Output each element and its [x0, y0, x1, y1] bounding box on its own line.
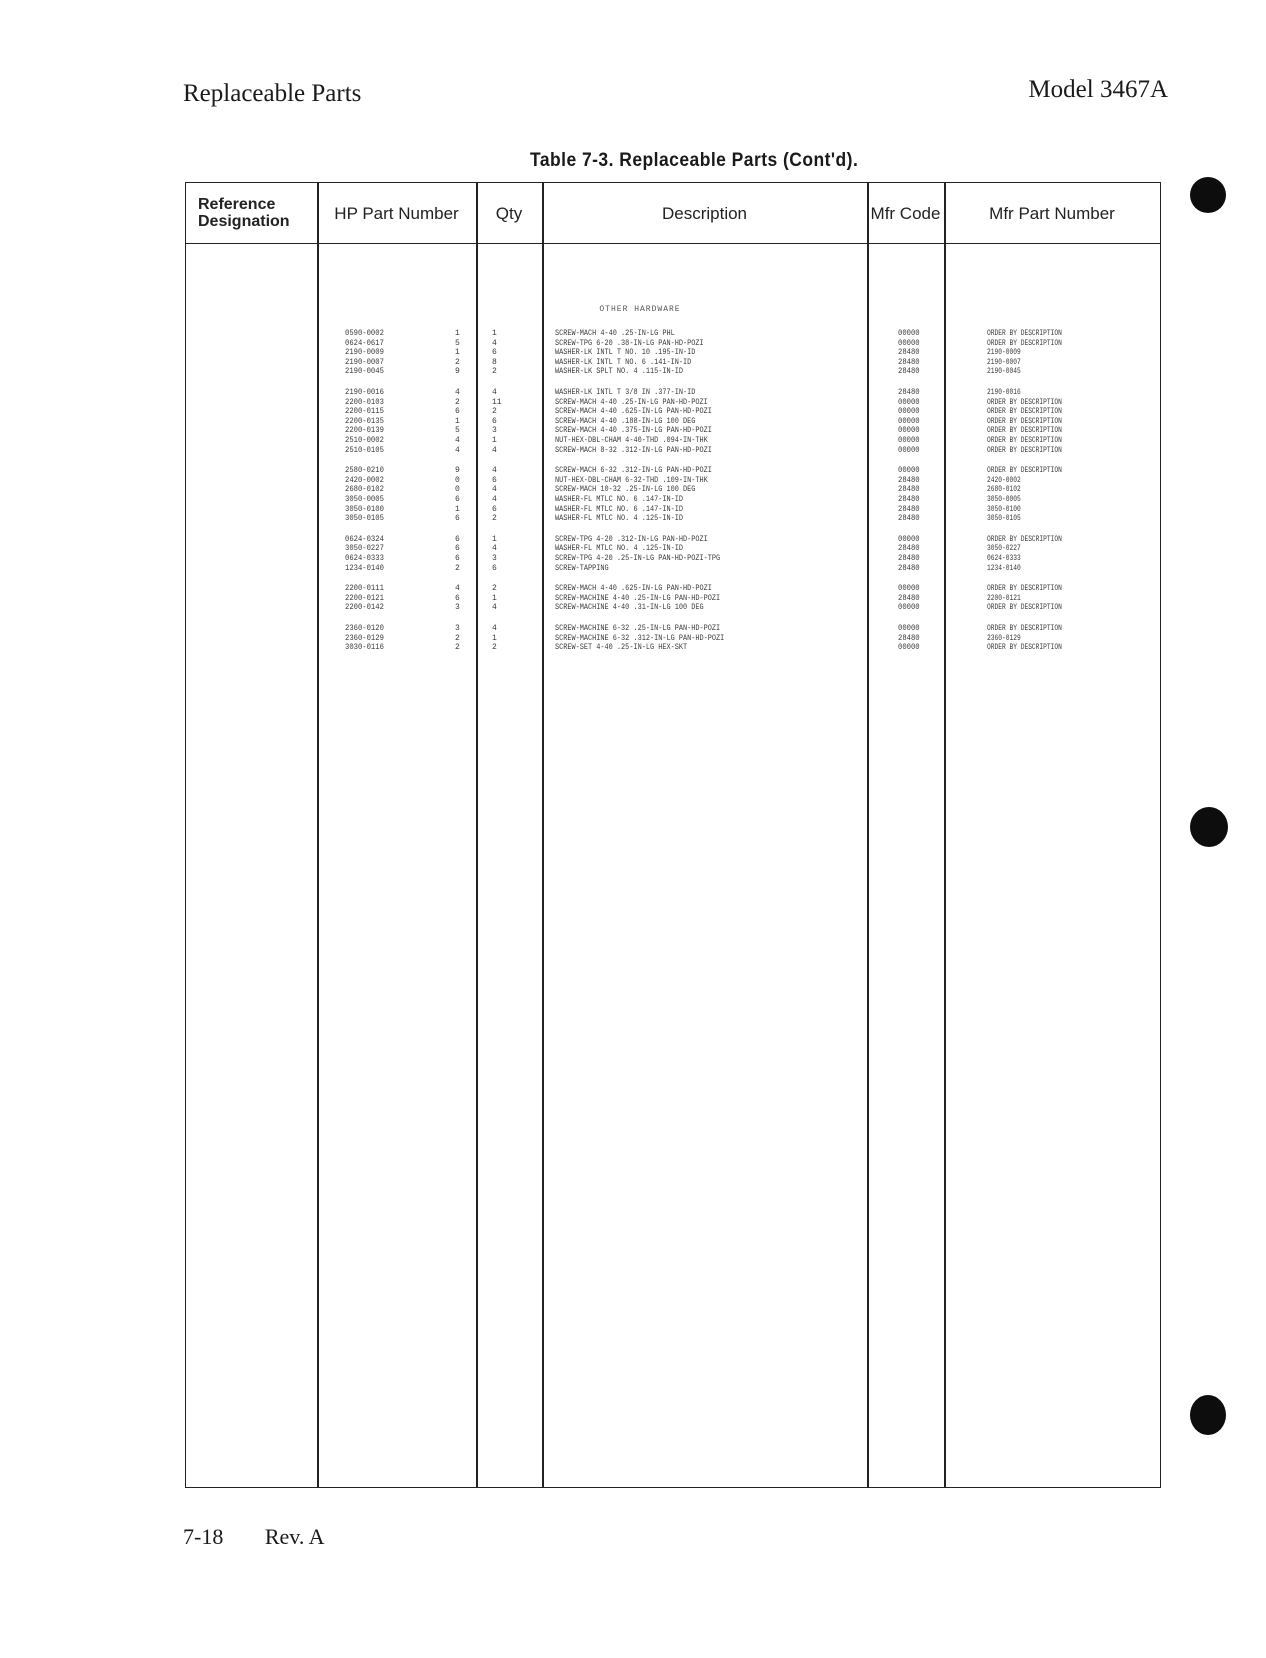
description-cell: SCREW-MACH 4-40 .625-IN-LG PAN-HD-POZI	[555, 407, 712, 417]
mfr-part-number-cell: ORDER BY DESCRIPTION	[987, 407, 1062, 417]
mfr-code-cell: 00000	[898, 603, 920, 613]
description-cell: WASHER-FL MTLC NO. 4 .125-IN-ID	[555, 514, 683, 524]
description-cell: SCREW-MACHINE 4-40 .31-IN-LG 100 DEG	[555, 603, 704, 613]
mfr-code-cell: 28480	[898, 388, 920, 397]
part-number-cell: 0624-0324	[345, 534, 384, 544]
mfr-code-cell: 00000	[898, 466, 920, 476]
description-cell: SCREW-MACH 6-32 .312-IN-LG PAN-HD-POZI	[555, 466, 712, 476]
mfr-code-cell: 28480	[898, 475, 920, 485]
part-number-cell: 2200-0111	[345, 584, 384, 594]
part-number-cell: 2360-0129	[345, 633, 384, 643]
part-number-cell: 1234-0140	[345, 563, 384, 573]
mfr-part-number-cell: ORDER BY DESCRIPTION	[987, 329, 1062, 338]
mfr-part-number-cell: ORDER BY DESCRIPTION	[987, 466, 1062, 476]
mfr-code-cell: 00000	[898, 436, 920, 445]
mfr-code-cell: 00000	[898, 445, 920, 455]
part-number-cell: 2200-0139	[345, 426, 384, 436]
mfr-part-number-cell: 3050-0005	[987, 495, 1021, 504]
header-qty: Qty	[495, 203, 523, 223]
binder-hole-icon	[1190, 807, 1228, 847]
check-digit-cell: 2	[455, 643, 460, 653]
check-digit-cell: 1	[455, 329, 460, 338]
description-cell: NUT-HEX-DBL-CHAM 4-40-THD .094-IN-THK	[555, 436, 708, 445]
mfr-code-cell: 00000	[898, 584, 920, 594]
mfr-code-cell: 28480	[898, 593, 920, 603]
mfr-part-number-cell: ORDER BY DESCRIPTION	[987, 338, 1062, 348]
check-digit-cell: 6	[455, 544, 460, 554]
qty-cell: 2	[492, 643, 497, 653]
column-divider	[476, 183, 478, 1487]
mfr-part-number-cell: ORDER BY DESCRIPTION	[987, 584, 1062, 594]
mfr-part-number-cell: 2190-0045	[987, 367, 1021, 377]
mfr-code-cell: 28480	[898, 554, 920, 563]
qty-cell: 2	[492, 367, 497, 377]
page-header-right: Model 3467A	[1028, 76, 1168, 103]
mfr-code-cell: 00000	[898, 416, 920, 426]
mfr-code-cell: 28480	[898, 485, 920, 495]
check-digit-cell: 0	[455, 475, 460, 485]
description-cell: SCREW-MACH 4-40 .375-IN-LG PAN-HD-POZI	[555, 426, 712, 436]
description-cell: SCREW-MACH 10-32 .25-IN-LG 100 DEG	[555, 485, 696, 495]
qty-cell: 1	[492, 593, 497, 603]
check-digit-cell: 9	[455, 367, 460, 377]
part-number-cell: 2680-0102	[345, 485, 384, 495]
parts-table	[185, 182, 1161, 1488]
mfr-code-cell: 28480	[898, 348, 920, 358]
part-number-cell: 0590-0002	[345, 329, 384, 338]
qty-cell: 1	[492, 329, 497, 338]
qty-cell: 6	[492, 348, 497, 358]
description-cell: WASHER-LK INTL T NO. 6 .141-IN-ID	[555, 357, 692, 367]
part-number-cell: 0624-0617	[345, 338, 384, 348]
check-digit-cell: 4	[455, 445, 460, 455]
section-title: OTHER HARDWARE	[599, 305, 681, 314]
description-cell: SCREW-TPG 4-20 .25-IN-LG PAN-HD-POZI-TPG	[555, 554, 721, 563]
header-reference-designation: Reference Designation	[198, 196, 290, 230]
mfr-part-number-cell: 2190-0009	[987, 348, 1021, 358]
part-number-cell: 2510-0105	[345, 445, 384, 455]
mfr-code-cell: 00000	[898, 407, 920, 417]
description-cell: WASHER-LK SPLT NO. 4 .115-IN-ID	[555, 367, 683, 377]
revision: Rev. A	[264, 1524, 325, 1549]
check-digit-cell: 0	[455, 485, 460, 495]
check-digit-cell: 6	[455, 593, 460, 603]
check-digit-cell: 2	[455, 633, 460, 643]
mfr-part-number-cell: ORDER BY DESCRIPTION	[987, 603, 1062, 613]
part-number-cell: 2360-0120	[345, 624, 384, 633]
check-digit-cell: 6	[455, 534, 460, 544]
part-number-cell: 2190-0016	[345, 388, 384, 397]
check-digit-cell: 5	[455, 338, 460, 348]
part-number-cell: 2200-0135	[345, 416, 384, 426]
part-number-cell: 0624-0333	[345, 554, 384, 563]
mfr-code-cell: 00000	[898, 643, 920, 653]
part-number-cell: 2190-0045	[345, 367, 384, 377]
check-digit-cell: 1	[455, 348, 460, 358]
header-mfr-part-number: Mfr Part Number	[989, 203, 1115, 223]
mfr-part-number-cell: ORDER BY DESCRIPTION	[987, 397, 1062, 407]
mfr-part-number-cell: 3050-0227	[987, 544, 1021, 554]
mfr-code-cell: 00000	[898, 397, 920, 407]
part-number-cell: 2190-0007	[345, 357, 384, 367]
mfr-code-cell: 28480	[898, 514, 920, 524]
description-cell: SCREW-MACHINE 4-40 .25-IN-LG PAN-HD-POZI	[555, 593, 721, 603]
check-digit-cell: 3	[455, 603, 460, 613]
binder-hole-icon	[1190, 177, 1226, 213]
mfr-part-number-cell: 1234-0140	[987, 563, 1021, 573]
qty-cell: 4	[492, 603, 497, 613]
qty-cell: 3	[492, 426, 497, 436]
qty-cell: 6	[492, 504, 497, 514]
check-digit-cell: 1	[455, 504, 460, 514]
mfr-code-cell: 28480	[898, 367, 920, 377]
description-cell: SCREW-SET 4-40 .25-IN-LG HEX-SKT	[555, 643, 688, 653]
mfr-code-cell: 00000	[898, 426, 920, 436]
mfr-code-cell: 28480	[898, 544, 920, 554]
qty-cell: 4	[492, 388, 497, 397]
page-number: 7-18	[183, 1524, 224, 1549]
qty-cell: 8	[492, 357, 497, 367]
mfr-part-number-cell: 2190-0016	[987, 388, 1021, 397]
check-digit-cell: 6	[455, 554, 460, 563]
mfr-part-number-cell: ORDER BY DESCRIPTION	[987, 643, 1062, 653]
header-description: Description	[661, 203, 748, 223]
description-cell: NUT-HEX-DBL-CHAM 6-32-THD .109-IN-THK	[555, 475, 708, 485]
table-title: Table 7-3. Replaceable Parts (Cont'd).	[530, 150, 859, 171]
description-cell: SCREW-MACH 4-40 .625-IN-LG PAN-HD-POZI	[555, 584, 712, 594]
mfr-part-number-cell: ORDER BY DESCRIPTION	[987, 416, 1062, 426]
description-cell: SCREW-MACH 4-40 .25-IN-LG PHL	[555, 329, 675, 338]
part-number-cell: 3050-0100	[345, 504, 384, 514]
qty-cell: 2	[492, 584, 497, 594]
qty-cell: 6	[492, 563, 497, 573]
mfr-code-cell: 00000	[898, 624, 920, 633]
part-number-cell: 2580-0210	[345, 466, 384, 476]
page-header-left: Replaceable Parts	[183, 80, 362, 107]
mfr-code-cell: 28480	[898, 495, 920, 504]
check-digit-cell: 2	[455, 563, 460, 573]
column-divider	[317, 183, 319, 1487]
mfr-part-number-cell: 2200-0121	[987, 593, 1021, 603]
qty-cell: 4	[492, 544, 497, 554]
part-number-cell: 3050-0227	[345, 544, 384, 554]
mfr-code-cell: 28480	[898, 504, 920, 514]
description-cell: SCREW-MACH 8-32 .312-IN-LG PAN-HD-POZI	[555, 445, 712, 455]
part-number-cell: 3050-0105	[345, 514, 384, 524]
description-cell: WASHER-LK INTL T NO. 10 .195-IN-ID	[555, 348, 696, 358]
mfr-code-cell: 28480	[898, 357, 920, 367]
mfr-part-number-cell: 2360-0129	[987, 633, 1021, 643]
qty-cell: 6	[492, 475, 497, 485]
mfr-part-number-cell: ORDER BY DESCRIPTION	[987, 534, 1062, 544]
mfr-part-number-cell: 3050-0105	[987, 514, 1021, 524]
description-cell: WASHER-FL MTLC NO. 4 .125-IN-ID	[555, 544, 683, 554]
description-cell: SCREW-MACHINE 6-32 .312-IN-LG PAN-HD-POZI	[555, 633, 725, 643]
check-digit-cell: 4	[455, 388, 460, 397]
column-divider	[867, 183, 869, 1487]
mfr-part-number-cell: ORDER BY DESCRIPTION	[987, 436, 1062, 445]
description-cell: SCREW-TPG 6-20 .38-IN-LG PAN-HD-POZI	[555, 338, 704, 348]
qty-cell: 1	[492, 633, 497, 643]
description-cell: SCREW-MACH 4-40 .188-IN-LG 100 DEG	[555, 416, 696, 426]
mfr-code-cell: 00000	[898, 338, 920, 348]
part-number-cell: 2420-0002	[345, 475, 384, 485]
check-digit-cell: 1	[455, 416, 460, 426]
qty-cell: 4	[492, 466, 497, 476]
column-divider	[944, 183, 946, 1487]
check-digit-cell: 9	[455, 466, 460, 476]
description-cell: WASHER-FL MTLC NO. 6 .147-IN-ID	[555, 504, 683, 514]
description-cell: SCREW-TPG 4-20 .312-IN-LG PAN-HD-POZI	[555, 534, 708, 544]
part-number-cell: 2200-0121	[345, 593, 384, 603]
check-digit-cell: 6	[455, 495, 460, 504]
description-cell: SCREW-MACHINE 6-32 .25-IN-LG PAN-HD-POZI	[555, 624, 721, 633]
qty-cell: 1	[492, 436, 497, 445]
mfr-part-number-cell: 0624-0333	[987, 554, 1021, 563]
qty-cell: 4	[492, 624, 497, 633]
qty-cell: 6	[492, 416, 497, 426]
mfr-code-cell: 28480	[898, 563, 920, 573]
mfr-part-number-cell: ORDER BY DESCRIPTION	[987, 445, 1062, 455]
qty-cell: 11	[492, 397, 502, 407]
qty-cell: 3	[492, 554, 497, 563]
page-footer	[183, 1524, 361, 1550]
qty-cell: 2	[492, 514, 497, 524]
qty-cell: 2	[492, 407, 497, 417]
description-cell: WASHER-FL MTLC NO. 6 .147-IN-ID	[555, 495, 683, 504]
qty-cell: 4	[492, 495, 497, 504]
part-number-cell: 2200-0115	[345, 407, 384, 417]
description-cell: WASHER-LK INTL T 3/8 IN .377-IN-ID	[555, 388, 696, 397]
qty-cell: 4	[492, 338, 497, 348]
part-number-cell: 3030-0116	[345, 643, 384, 653]
part-number-cell: 3050-0005	[345, 495, 384, 504]
description-cell: SCREW-TAPPING	[555, 563, 609, 573]
header-hp-part-number: HP Part Number	[334, 203, 459, 223]
mfr-code-cell: 00000	[898, 329, 920, 338]
mfr-part-number-cell: 2420-0002	[987, 475, 1021, 485]
qty-cell: 4	[492, 445, 497, 455]
mfr-part-number-cell: 2680-0102	[987, 485, 1021, 495]
mfr-part-number-cell: 2190-0007	[987, 357, 1021, 367]
qty-cell: 1	[492, 534, 497, 544]
header-mfr-code: Mfr Code	[870, 203, 941, 223]
column-divider	[542, 183, 544, 1487]
qty-cell: 4	[492, 485, 497, 495]
check-digit-cell: 2	[455, 357, 460, 367]
check-digit-cell: 4	[455, 436, 460, 445]
part-number-cell: 2510-0002	[345, 436, 384, 445]
part-number-cell: 2190-0009	[345, 348, 384, 358]
mfr-part-number-cell: 3050-0100	[987, 504, 1021, 514]
part-number-cell: 2200-0103	[345, 397, 384, 407]
check-digit-cell: 6	[455, 514, 460, 524]
check-digit-cell: 2	[455, 397, 460, 407]
mfr-code-cell: 28480	[898, 633, 920, 643]
mfr-part-number-cell: ORDER BY DESCRIPTION	[987, 426, 1062, 436]
check-digit-cell: 5	[455, 426, 460, 436]
check-digit-cell: 4	[455, 584, 460, 594]
part-number-cell: 2200-0142	[345, 603, 384, 613]
binder-hole-icon	[1190, 1395, 1226, 1435]
check-digit-cell: 3	[455, 624, 460, 633]
mfr-code-cell: 00000	[898, 534, 920, 544]
check-digit-cell: 6	[455, 407, 460, 417]
mfr-part-number-cell: ORDER BY DESCRIPTION	[987, 624, 1062, 633]
description-cell: SCREW-MACH 4-40 .25-IN-LG PAN-HD-POZI	[555, 397, 708, 407]
